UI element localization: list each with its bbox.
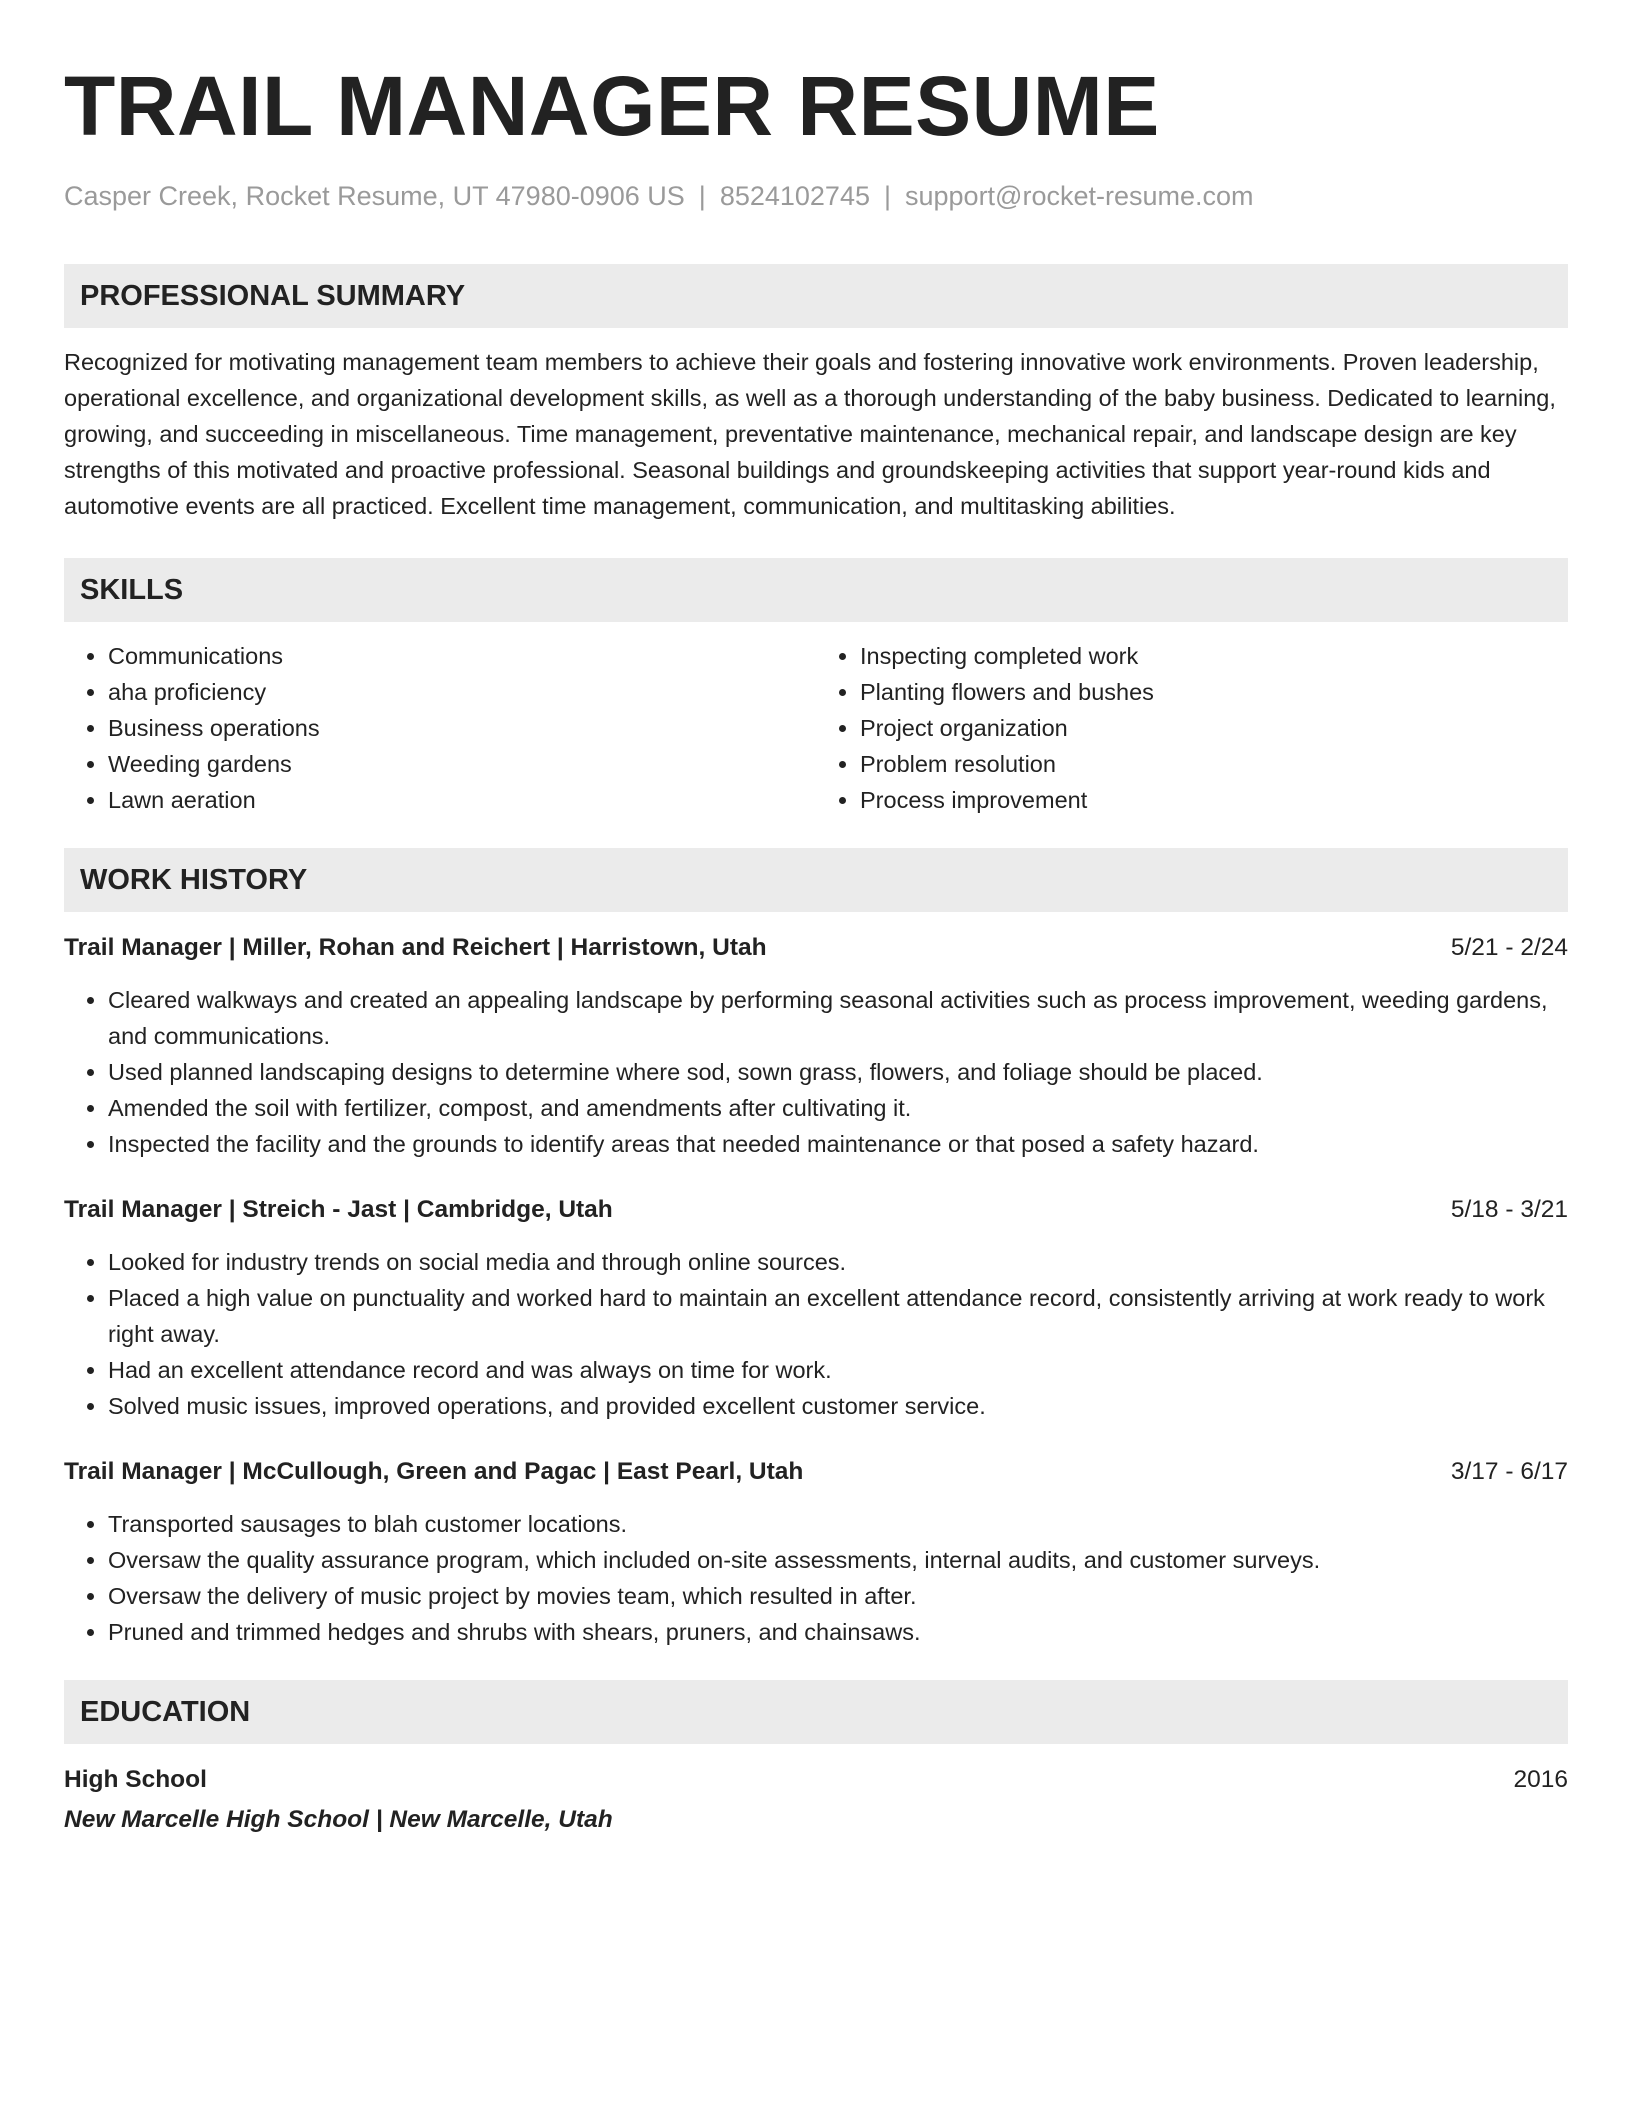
job-bullets: [64, 1506, 1568, 1650]
job-dates: 5/18 - 3/21: [1450, 1196, 1568, 1223]
skills-right-column: [816, 638, 1568, 818]
job-bullet: • Had an excellent attendance record and was always on time for work.: [108, 1352, 1568, 1388]
job-header: [64, 1192, 1568, 1228]
education-year: 2016: [1513, 1766, 1568, 1793]
skill-item: • Inspecting completed work: [860, 638, 1568, 674]
job-title: Trail Manager | McCullough, Green and Pagac | East Pearl, Utah: [64, 1458, 804, 1485]
skill-item: • Business operations: [108, 710, 816, 746]
skill-item: • Planting flowers and bushes: [860, 674, 1568, 710]
skill-item: • Lawn aeration: [108, 782, 816, 818]
skill-item: • Problem resolution: [860, 746, 1568, 782]
skill-item: • aha proficiency: [108, 674, 816, 710]
job-bullets: [64, 982, 1568, 1162]
job-bullet: • Used planned landscaping designs to determine where sod, sown grass, flowers, and foliage should be placed.: [108, 1054, 1568, 1090]
job-title: Trail Manager | Miller, Rohan and Reichert | Harristown, Utah: [64, 934, 767, 961]
contact-address: Casper Creek, Rocket Resume, UT 47980-0906 US: [64, 181, 685, 211]
contact-separator: |: [698, 181, 706, 211]
summary-heading: PROFESSIONAL SUMMARY: [64, 264, 1568, 328]
skill-item: • Weeding gardens: [108, 746, 816, 782]
job-entry: [64, 1192, 1568, 1424]
contact-line: [64, 180, 1568, 212]
job-title: Trail Manager | Streich - Jast | Cambridge, Utah: [64, 1196, 613, 1223]
contact-separator: |: [883, 181, 891, 211]
resume-title: TRAIL MANAGER RESUME: [64, 59, 1160, 153]
skill-item: • Project organization: [860, 710, 1568, 746]
skills-grid: [64, 638, 1568, 818]
job-dates: 3/17 - 6/17: [1450, 1458, 1568, 1485]
job-header: [64, 1454, 1568, 1490]
job-bullet: • Inspected the facility and the grounds to identify areas that needed maintenance or that posed a safety hazard.: [108, 1126, 1568, 1162]
job-entry: [64, 930, 1568, 1162]
job-bullet: • Placed a high value on punctuality and worked hard to maintain an excellent attendance record, consistently arriving at work ready to work right away.: [108, 1280, 1568, 1352]
skill-item: • Communications: [108, 638, 816, 674]
job-bullet: • Oversaw the delivery of music project by movies team, which resulted in after.: [108, 1578, 1568, 1614]
job-bullet: • Pruned and trimmed hedges and shrubs with shears, pruners, and chainsaws.: [108, 1614, 1568, 1650]
job-bullet: • Solved music issues, improved operations, and provided excellent customer service.: [108, 1388, 1568, 1424]
job-bullet: • Oversaw the quality assurance program, which included on-site assessments, internal audits, and customer surveys.: [108, 1542, 1568, 1578]
job-bullets: [64, 1244, 1568, 1424]
summary-text: Recognized for motivating management team members to achieve their goals and fostering innovative work environments. Proven leadership, operational excellence, and organizational development skills, as well as a thorough understanding of the baby business. Dedicated to learning, growing, and succeeding in miscellaneous. Time management, preventative maintenance, mechanical repair, and landscape design are key strengths of this motivated and proactive professional. Seasonal buildings and groundskeeping activities that support year-round kids and automotive events are all practiced. Excellent time management, communication, and multitasking abilities.: [64, 349, 1556, 519]
job-entry: [64, 1454, 1568, 1650]
job-bullet: • Amended the soil with fertilizer, compost, and amendments after cultivating it.: [108, 1090, 1568, 1126]
education-entry: [64, 1762, 1568, 1798]
skills-left-column: [64, 638, 816, 818]
job-header: [64, 930, 1568, 966]
job-bullet: • Transported sausages to blah customer locations.: [108, 1506, 1568, 1542]
job-bullet: • Cleared walkways and created an appealing landscape by performing seasonal activities such as process improvement, weeding gardens, and communications.: [108, 982, 1568, 1054]
contact-phone: 8524102745: [719, 181, 870, 211]
education-heading: EDUCATION: [64, 1680, 1568, 1744]
job-dates: 5/21 - 2/24: [1450, 934, 1568, 961]
skills-heading: SKILLS: [64, 558, 1568, 622]
contact-email: support@rocket-resume.com: [905, 181, 1254, 211]
work-history-heading: WORK HISTORY: [64, 848, 1568, 912]
skill-item: • Process improvement: [860, 782, 1568, 818]
education-school: New Marcelle High School | New Marcelle, Utah: [64, 1806, 613, 1833]
job-bullet: • Looked for industry trends on social media and through online sources.: [108, 1244, 1568, 1280]
education-degree: High School: [64, 1766, 207, 1793]
